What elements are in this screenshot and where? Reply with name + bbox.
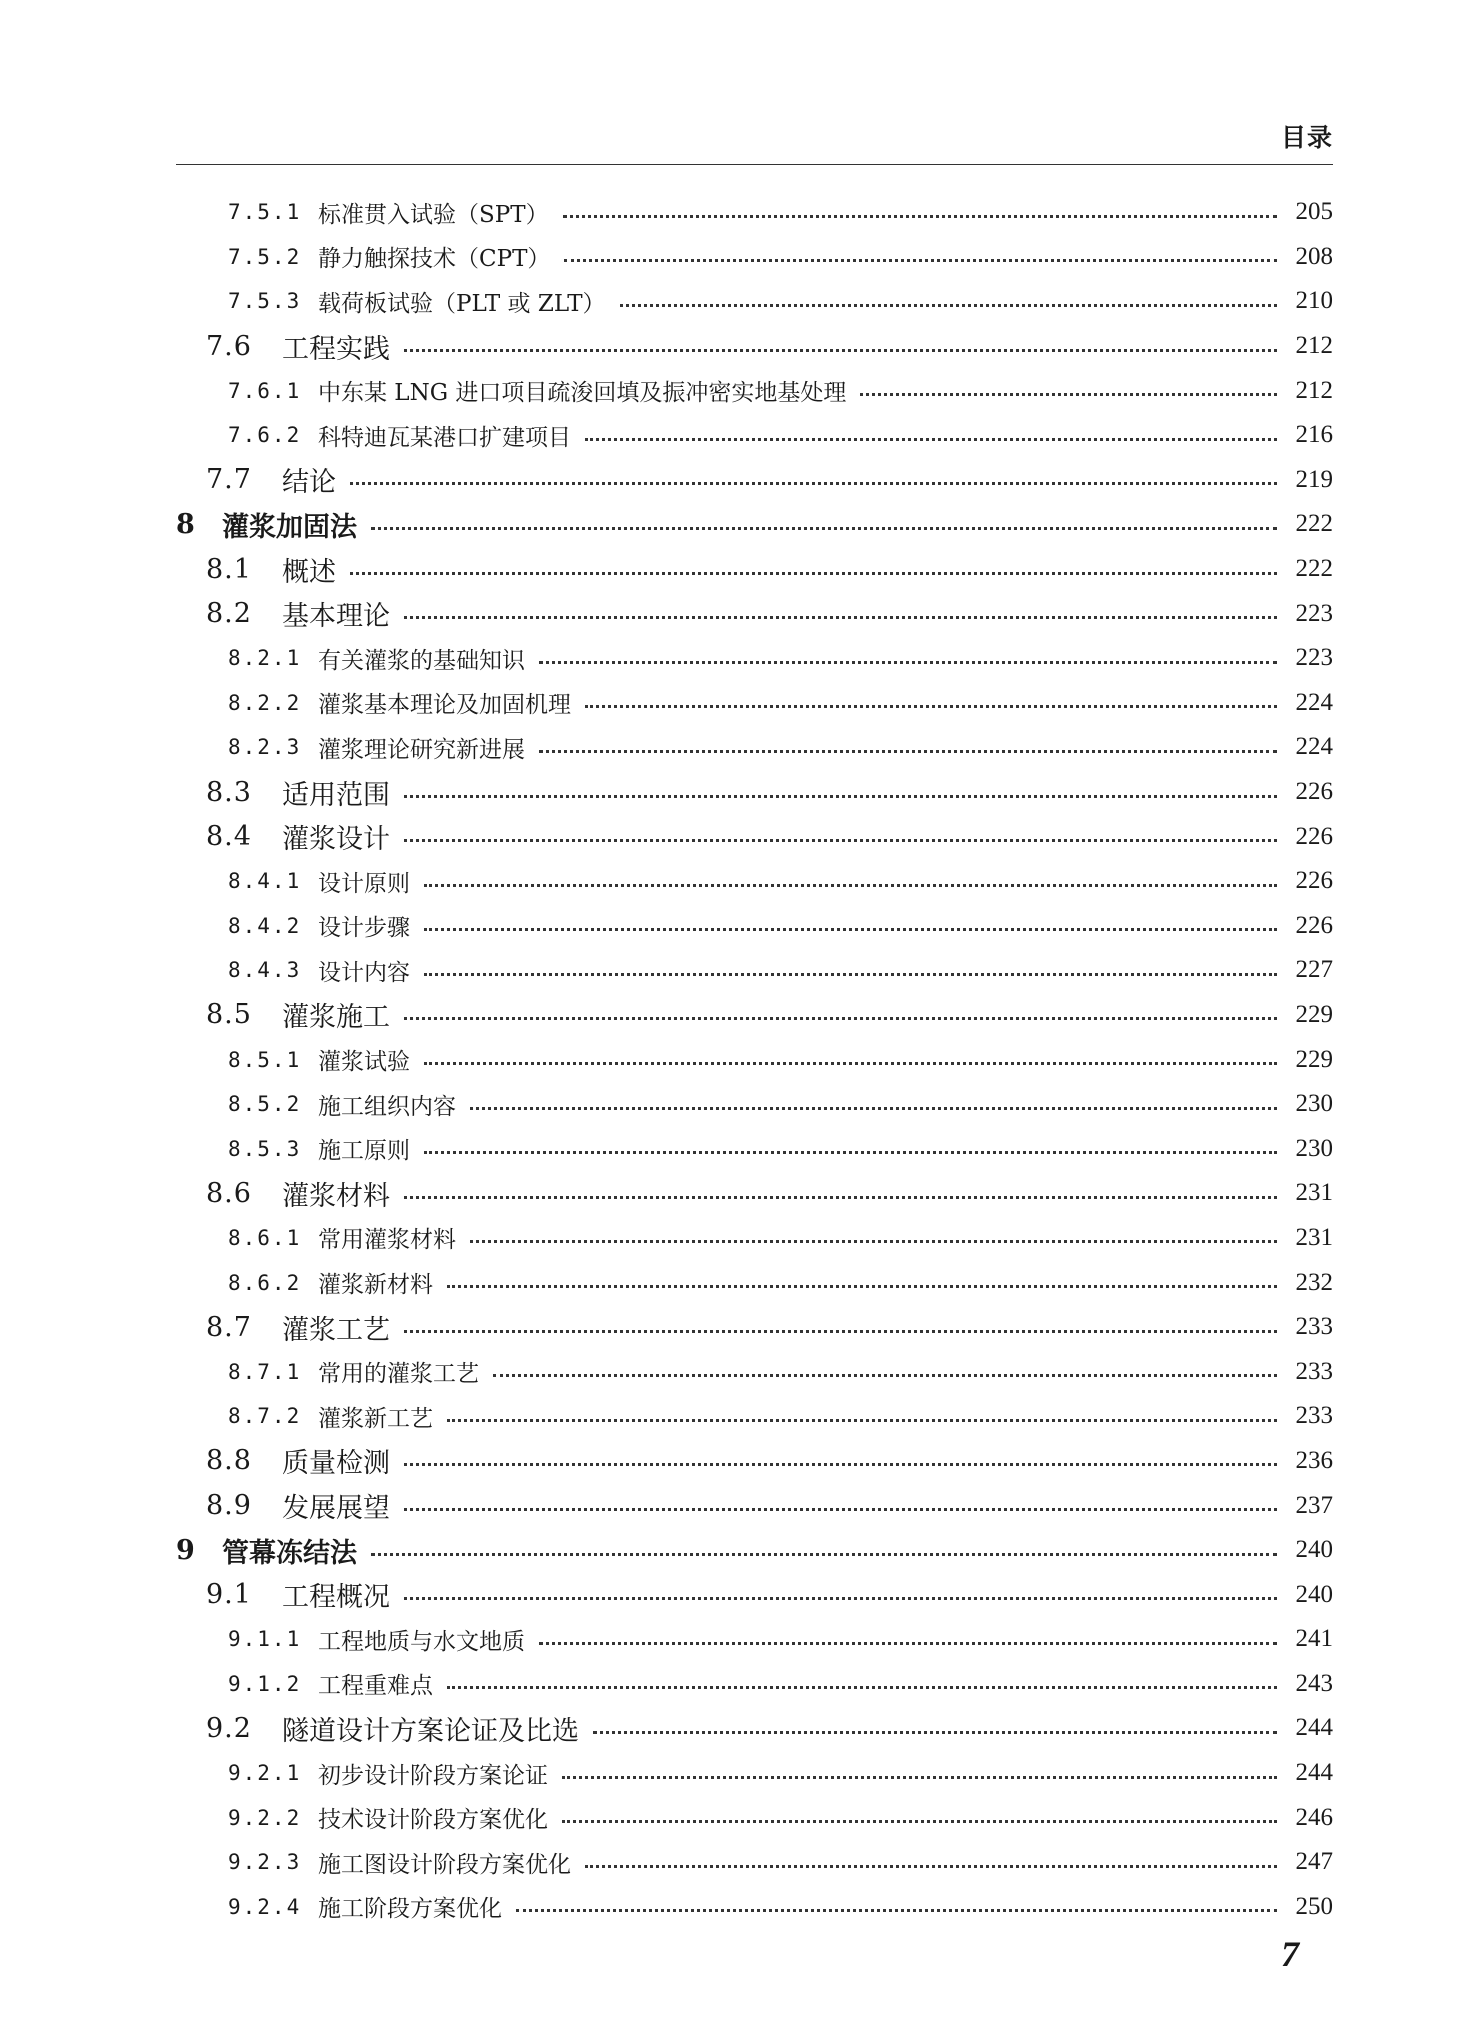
toc-entry-number: 8.9	[206, 1490, 252, 1522]
toc-entry-number: 9.2.3	[228, 1850, 302, 1875]
toc-entry-page: 222	[1295, 555, 1333, 583]
toc-entry-number: 8.5.1	[228, 1047, 302, 1072]
toc-entry-number: 8.4	[206, 821, 252, 853]
toc-entry	[176, 413, 1333, 458]
toc-entry-page: 210	[1295, 287, 1333, 315]
dot-leader	[493, 1374, 1277, 1377]
dot-leader	[860, 393, 1277, 396]
dot-leader	[620, 304, 1277, 307]
toc-entry-title: 工程实践	[282, 333, 390, 365]
dot-leader	[371, 1553, 1277, 1556]
toc-entry-page: 205	[1295, 198, 1333, 226]
toc-entry	[176, 770, 1333, 815]
toc-entry	[176, 1706, 1333, 1751]
toc-entry	[176, 458, 1333, 503]
toc-entry-title: 工程地质与水文地质	[318, 1628, 525, 1655]
toc-entry-number: 7.5.1	[228, 200, 302, 225]
toc-entry	[176, 1349, 1333, 1394]
toc-entry	[176, 1171, 1333, 1216]
toc-entry-number: 7.7	[206, 464, 252, 496]
toc-entry-page: 212	[1295, 376, 1333, 404]
toc-entry-title: 概述	[282, 556, 336, 588]
toc-entry	[176, 814, 1333, 859]
toc-entry-title: 灌浆新材料	[318, 1272, 433, 1299]
toc-entry-page: 226	[1295, 822, 1333, 850]
toc-entry-number: 8.7	[206, 1311, 252, 1343]
toc-entry-number: 9.2	[206, 1712, 252, 1744]
dot-leader	[470, 1107, 1277, 1110]
toc-entry-number: 9	[176, 1534, 195, 1566]
toc-entry-number: 8.7.2	[228, 1404, 302, 1429]
toc-entry	[176, 1528, 1333, 1573]
dot-leader	[516, 1909, 1277, 1912]
dot-leader	[404, 1017, 1277, 1020]
dot-leader	[404, 616, 1277, 619]
toc-entry-number: 9.2.4	[228, 1894, 302, 1919]
toc-entry-page: 216	[1295, 421, 1333, 449]
dot-leader	[539, 1642, 1277, 1645]
toc-entry-page: 222	[1295, 510, 1333, 538]
dot-leader	[447, 1285, 1277, 1288]
toc-entry-page: 224	[1295, 733, 1333, 761]
toc-entry-page: 226	[1295, 867, 1333, 895]
toc-entry	[176, 948, 1333, 993]
toc-entry-page: 212	[1295, 332, 1333, 360]
toc-entry	[176, 1572, 1333, 1617]
toc-entry-title: 常用灌浆材料	[318, 1227, 456, 1254]
toc-entry	[176, 324, 1333, 369]
toc-entry-title: 标准贯入试验（SPT）	[318, 201, 549, 228]
dot-leader	[350, 482, 1277, 485]
toc-entry-page: 240	[1295, 1536, 1333, 1564]
toc-entry-number: 8.4.1	[228, 869, 302, 894]
toc-entry-title: 施工阶段方案优化	[318, 1896, 502, 1923]
toc-entry-title: 设计步骤	[318, 915, 410, 942]
dot-leader	[404, 1508, 1277, 1511]
toc-entry-number: 8.2	[206, 598, 252, 630]
dot-leader	[424, 1151, 1277, 1154]
toc-entry-title: 管幕冻结法	[222, 1537, 357, 1569]
toc-entry-title: 静力触探技术（CPT）	[318, 246, 551, 273]
toc-entry-number: 7.6.1	[228, 378, 302, 403]
toc-entry-page: 240	[1295, 1580, 1333, 1608]
toc-entry-page: 230	[1295, 1090, 1333, 1118]
toc-entry-page: 250	[1295, 1892, 1333, 1920]
toc-entry	[176, 591, 1333, 636]
toc-entry	[176, 1126, 1333, 1171]
toc-entry-title: 结论	[282, 467, 336, 499]
toc-entry-number: 8.5.2	[228, 1092, 302, 1117]
toc-entry	[176, 993, 1333, 1038]
toc-entry	[176, 725, 1333, 770]
header-rule	[176, 164, 1333, 165]
dot-leader	[404, 795, 1277, 798]
dot-leader	[593, 1731, 1277, 1734]
toc-entry-number: 8.4.3	[228, 958, 302, 983]
toc-entry	[176, 681, 1333, 726]
toc-entry-title: 有关灌浆的基础知识	[318, 647, 525, 674]
toc-entry	[176, 859, 1333, 904]
toc-entry-number: 7.5.3	[228, 289, 302, 314]
toc-entry	[176, 190, 1333, 235]
dot-leader	[539, 750, 1277, 753]
toc-entry-page: 237	[1295, 1491, 1333, 1519]
toc-entry-number: 8.1	[206, 553, 252, 585]
toc-entry	[176, 1439, 1333, 1484]
toc-entry-page: 233	[1295, 1357, 1333, 1385]
toc-entry-page: 247	[1295, 1848, 1333, 1876]
toc-entry-title: 灌浆新工艺	[318, 1405, 433, 1432]
toc-entry-page: 226	[1295, 911, 1333, 939]
toc-entry-page: 230	[1295, 1134, 1333, 1162]
toc-entry	[176, 1305, 1333, 1350]
dot-leader	[447, 1419, 1277, 1422]
toc-entry-title: 适用范围	[282, 779, 390, 811]
toc-entry	[176, 279, 1333, 324]
dot-leader	[404, 349, 1277, 352]
toc-entry-number: 8.8	[206, 1445, 252, 1477]
toc-entry-title: 隧道设计方案论证及比选	[282, 1715, 579, 1747]
dot-leader	[447, 1686, 1277, 1689]
toc-entry-page: 223	[1295, 599, 1333, 627]
toc-entry	[176, 1885, 1333, 1930]
toc-entry	[176, 1082, 1333, 1127]
toc-entry	[176, 368, 1333, 413]
toc-entry-page: 244	[1295, 1759, 1333, 1787]
toc-entry-number: 8.2.2	[228, 690, 302, 715]
toc-entry	[176, 547, 1333, 592]
toc-entry	[176, 1751, 1333, 1796]
toc-entry-title: 技术设计阶段方案优化	[318, 1807, 548, 1834]
toc-entry-page: 233	[1295, 1313, 1333, 1341]
toc-entry-number: 8.7.1	[228, 1359, 302, 1384]
toc-entry	[176, 235, 1333, 280]
toc-entry-number: 8.6	[206, 1177, 252, 1209]
toc-entry-title: 灌浆试验	[318, 1049, 410, 1076]
toc-entry-title: 灌浆工艺	[282, 1314, 390, 1346]
dot-leader	[424, 973, 1277, 976]
dot-leader	[424, 928, 1277, 931]
toc-entry-title: 灌浆施工	[282, 1002, 390, 1034]
toc-entry	[176, 1483, 1333, 1528]
toc-entry-page: 244	[1295, 1714, 1333, 1742]
toc-entry-title: 灌浆加固法	[222, 511, 357, 543]
toc-entry-title: 施工组织内容	[318, 1093, 456, 1120]
toc-entry-page: 232	[1295, 1268, 1333, 1296]
toc-entry	[176, 1662, 1333, 1707]
toc-entry-title: 施工原则	[318, 1138, 410, 1165]
dot-leader	[562, 1776, 1277, 1779]
toc-entry-page: 229	[1295, 1045, 1333, 1073]
toc-entry-title: 工程重难点	[318, 1673, 433, 1700]
dot-leader	[424, 884, 1277, 887]
toc-entry-number: 8	[176, 508, 195, 540]
dot-leader	[404, 1597, 1277, 1600]
toc-entry-page: 241	[1295, 1625, 1333, 1653]
toc-entry	[176, 502, 1333, 547]
toc-entry-title: 灌浆材料	[282, 1180, 390, 1212]
dot-leader	[404, 1196, 1277, 1199]
toc-entry	[176, 1260, 1333, 1305]
toc-entry-number: 7.5.2	[228, 244, 302, 269]
dot-leader	[404, 1330, 1277, 1333]
toc-entry-title: 灌浆基本理论及加固机理	[318, 692, 571, 719]
toc-entry-title: 施工图设计阶段方案优化	[318, 1851, 571, 1878]
toc-entry-title: 设计内容	[318, 959, 410, 986]
dot-leader	[562, 1820, 1277, 1823]
toc-entry-title: 载荷板试验（PLT 或 ZLT）	[318, 290, 606, 317]
toc-entry	[176, 636, 1333, 681]
toc-entry-page: 246	[1295, 1803, 1333, 1831]
toc-entry-number: 8.5	[206, 999, 252, 1031]
toc-entry-number: 9.2.2	[228, 1805, 302, 1830]
toc-entry-number: 8.5.3	[228, 1136, 302, 1161]
toc-entry-page: 224	[1295, 688, 1333, 716]
toc-entry-page: 236	[1295, 1446, 1333, 1474]
toc-entry	[176, 904, 1333, 949]
toc-entry-title: 灌浆理论研究新进展	[318, 736, 525, 763]
toc-entry	[176, 1795, 1333, 1840]
table-of-contents	[176, 190, 1333, 1929]
toc-entry-number: 8.4.2	[228, 913, 302, 938]
toc-entry-title: 中东某 LNG 进口项目疏浚回填及振冲密实地基处理	[318, 380, 847, 407]
toc-entry-title: 常用的灌浆工艺	[318, 1361, 479, 1388]
toc-entry-title: 基本理论	[282, 601, 390, 633]
toc-entry-number: 8.2.3	[228, 735, 302, 760]
toc-entry-number: 8.2.1	[228, 646, 302, 671]
toc-entry-page: 227	[1295, 956, 1333, 984]
dot-leader	[404, 1463, 1277, 1466]
toc-entry-page: 233	[1295, 1402, 1333, 1430]
dot-leader	[404, 839, 1277, 842]
toc-entry-page: 231	[1295, 1179, 1333, 1207]
dot-leader	[539, 661, 1277, 664]
dot-leader	[585, 705, 1277, 708]
toc-entry-page: 219	[1295, 465, 1333, 493]
toc-entry	[176, 1037, 1333, 1082]
toc-entry-title: 初步设计阶段方案论证	[318, 1762, 548, 1789]
toc-entry-title: 工程概况	[282, 1582, 390, 1614]
toc-entry	[176, 1840, 1333, 1885]
dot-leader	[564, 259, 1277, 262]
dot-leader	[350, 572, 1277, 575]
toc-entry-number: 9.1.2	[228, 1671, 302, 1696]
toc-entry-number: 7.6	[206, 330, 252, 362]
toc-entry-page: 229	[1295, 1000, 1333, 1028]
toc-entry-page: 208	[1295, 242, 1333, 270]
dot-leader	[585, 438, 1277, 441]
toc-entry-number: 9.2.1	[228, 1761, 302, 1786]
toc-entry-number: 9.1.1	[228, 1627, 302, 1652]
running-header: 目录	[1280, 123, 1333, 152]
toc-entry	[176, 1394, 1333, 1439]
toc-entry-title: 发展展望	[282, 1493, 390, 1525]
toc-entry-title: 灌浆设计	[282, 824, 390, 856]
toc-entry-number: 9.1	[206, 1579, 252, 1611]
dot-leader	[424, 1062, 1277, 1065]
toc-entry-page: 231	[1295, 1223, 1333, 1251]
toc-entry-page: 226	[1295, 778, 1333, 806]
toc-entry	[176, 1216, 1333, 1261]
dot-leader	[470, 1240, 1277, 1243]
toc-entry-number: 8.6.2	[228, 1270, 302, 1295]
toc-entry-page: 243	[1295, 1669, 1333, 1697]
toc-entry-page: 223	[1295, 644, 1333, 672]
toc-entry-number: 8.3	[206, 776, 252, 808]
toc-entry-title: 设计原则	[318, 870, 410, 897]
dot-leader	[563, 215, 1277, 218]
toc-entry-number: 7.6.2	[228, 423, 302, 448]
page-number: 7	[1281, 1934, 1299, 1974]
toc-entry	[176, 1617, 1333, 1662]
dot-leader	[371, 527, 1277, 530]
dot-leader	[585, 1865, 1277, 1868]
toc-entry-title: 质量检测	[282, 1448, 390, 1480]
toc-entry-title: 科特迪瓦某港口扩建项目	[318, 424, 571, 451]
toc-entry-number: 8.6.1	[228, 1225, 302, 1250]
